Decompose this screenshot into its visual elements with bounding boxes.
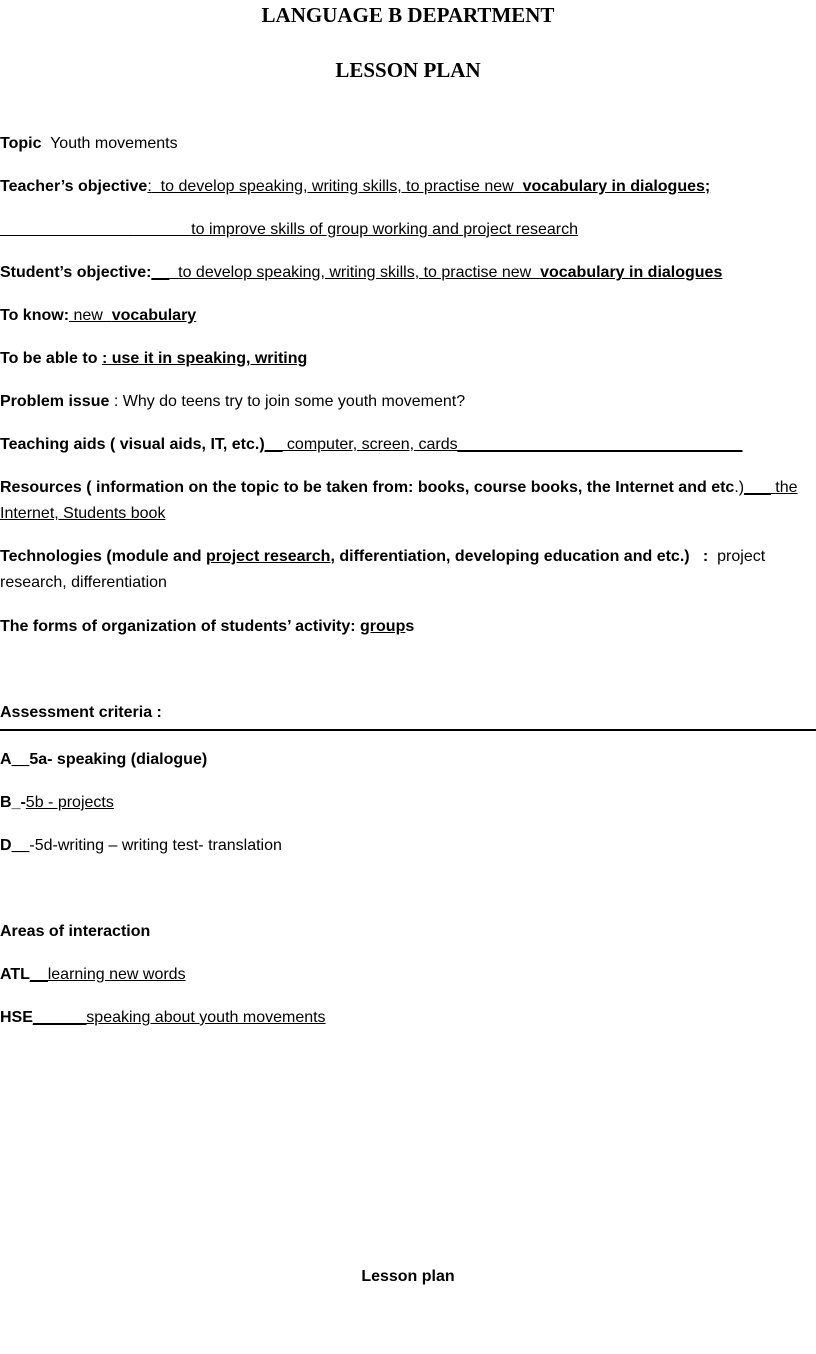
technologies-label-start: Technologies (module and <box>0 548 206 565</box>
assessment-text-d: -5d-writing – writing test- translation <box>29 837 282 854</box>
problem-issue-label: Problem issue <box>0 393 110 410</box>
assessment-blank-b: _- <box>11 794 26 811</box>
teaching-aids-label: Teaching aids ( visual aids, IT, etc.) <box>0 436 265 453</box>
student-objective-text: to develop speaking, writing skills, to practise new <box>169 264 541 281</box>
footer-lesson-plan <box>0 1264 816 1290</box>
assessment-item-b <box>0 790 816 816</box>
teacher-objective-text: to develop speaking, writing skills, to practise new <box>151 178 523 195</box>
technologies-label-underlined: project research <box>205 548 331 565</box>
assessment-letter-a: A <box>0 751 12 768</box>
technologies-label-end: , differentiation, developing education and etc.) : <box>330 548 709 565</box>
student-objective-line <box>0 260 816 286</box>
resources-value: the Internet, Students book <box>0 479 798 522</box>
problem-issue-line <box>0 389 816 415</box>
forms-value: group <box>360 618 406 635</box>
page-title: LESSON PLAN <box>335 58 481 82</box>
teacher-objective-line-2 <box>0 217 816 243</box>
areas-value-hse: ______speaking about youth movements <box>32 1009 326 1026</box>
areas-item-hse <box>0 1005 816 1031</box>
to-be-able-value: : use it in speaking, writing <box>101 350 308 367</box>
teacher-objective-colon: : <box>147 178 152 195</box>
assessment-letter-d: D <box>0 837 12 854</box>
topic-value: Youth movements <box>50 135 178 152</box>
areas-item-atl <box>0 962 816 988</box>
technologies-value: project research, differentiation <box>0 548 770 591</box>
teaching-aids-value: __ computer, screen, cards________________________________ <box>264 436 743 453</box>
problem-issue-value: : Why do teens try to join some youth movement? <box>109 393 466 410</box>
to-be-able-line <box>0 346 816 372</box>
resources-line <box>0 475 812 527</box>
to-know-label: To know: <box>0 307 70 324</box>
technologies-line <box>0 544 812 596</box>
forms-label: The forms of organization of students’ activity: <box>0 618 361 635</box>
assessment-blank-a: __ <box>11 751 30 768</box>
to-be-able-label: To be able to <box>0 350 102 367</box>
teacher-objective-text-2: to improve skills of group working and project research <box>191 221 578 238</box>
department-title: LANGUAGE B DEPARTMENT <box>261 3 555 27</box>
resources-label: Resources ( information on the topic to be taken from: books, course books, the Internet and etc <box>0 479 735 496</box>
footer-label: Lesson plan <box>361 1268 455 1285</box>
student-objective-label: Student’s objective: <box>0 264 152 281</box>
assessment-letter-b: B <box>0 794 12 811</box>
teacher-objective-line <box>0 174 816 200</box>
teacher-objective-label: Teacher’s objective <box>0 178 148 195</box>
assessment-item-d <box>0 833 816 859</box>
assessment-divider <box>0 729 816 731</box>
teacher-objective-blank <box>0 221 133 238</box>
topic-label: Topic <box>0 135 42 152</box>
assessment-text-b: 5b - projects <box>25 794 114 811</box>
assessment-label-line <box>0 700 816 726</box>
teaching-aids-line <box>0 432 816 458</box>
forms-tail: s <box>405 618 415 635</box>
topic-line <box>0 131 816 157</box>
teacher-objective-bold: vocabulary in dialogues; <box>522 178 711 195</box>
areas-value-atl: __learning new words <box>29 966 186 983</box>
resources-blank: ___ <box>744 479 776 496</box>
to-know-bold: vocabulary <box>111 307 197 324</box>
to-know-text: new <box>69 307 112 324</box>
student-objective-bold: vocabulary in dialogues <box>540 264 723 281</box>
to-know-line <box>0 303 816 329</box>
areas-label-line <box>0 919 816 945</box>
assessment-label: Assessment criteria : <box>0 704 162 721</box>
areas-label-hse: HSE <box>0 1009 33 1026</box>
assessment-text-a: 5a- speaking (dialogue) <box>29 751 208 768</box>
areas-label: Areas of interaction <box>0 923 151 940</box>
student-objective-blank: __ <box>151 264 170 281</box>
forms-line <box>0 614 816 640</box>
areas-label-atl: ATL <box>0 966 30 983</box>
assessment-item-a <box>0 747 816 773</box>
assessment-blank-d: __ <box>11 837 30 854</box>
resources-tail: .) <box>734 479 745 496</box>
